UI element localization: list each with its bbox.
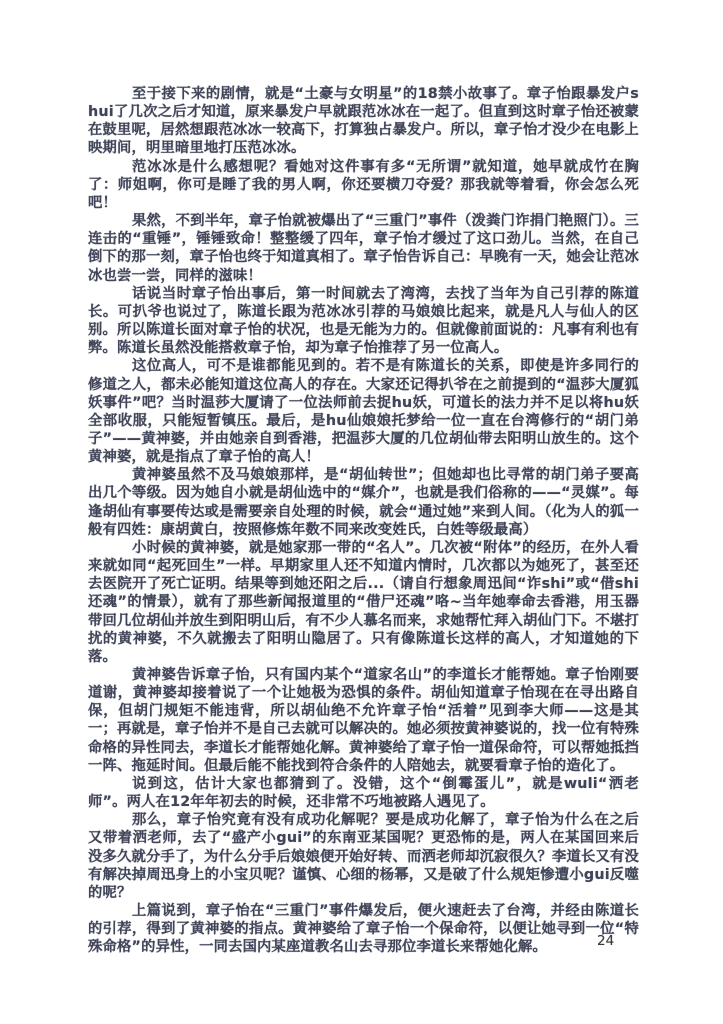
paragraph-4: 话说当时章子怡出事后，第一时间就去了湾湾，去找了当年为自己引荐的陈道长。可扒爷也说过了，陈道长跟为范冰冰引荐的马娘娘比起来，就是凡人与仙人的区别。所以陈道长面对章子怡的状况，也是无能为力的。但就像前面说的：凡事有利也有弊。陈道长虽然没能搭救章子怡，却为章子怡推荐了另一位高人。 <box>88 285 639 357</box>
paragraph-8: 黄神婆告诉章子怡，只有国内某个“道家名山”的李道长才能帮她。章子怡刚要道谢，黄神婆却接着说了一个让她极为恐惧的条件。胡仙知道章子怡现在在寻出路自保，但胡门规矩不能违背，所以胡仙绝不允许章子怡“活着”见到李大师——这是其一；再就是，章子怡并不是自己去就可以解决的。她必须按黄神婆说的，找一位有特殊命格的异性同去，李道长才能帮她化解。黄神婆给了章子怡一道保命符，可以帮她抵挡一阵、拖延时间。但最后能不能找到符合条件的人陪她去，就要看章子怡的造化了。 <box>88 667 639 774</box>
paragraph-9: 说到这，估计大家也都猜到了。没错，这个“倒霉蛋儿”，就是wuli“洒老师”。两人在12年年初去的时候，还非常不巧地被路人遇见了。 <box>88 775 639 811</box>
paragraph-1: 至于接下来的剧情，就是“土豪与女明星”的18禁小故事了。章子怡跟暴发户shui了几次之后才知道，原来暴发户早就跟范冰冰在一起了。但直到这时章子怡还被蒙在鼓里呢，居然想跟范冰冰一较高下，打算独占暴发户。所以，章子怡才没少在电影上映期间，明里暗里地打压范冰冰。 <box>88 86 639 157</box>
paragraph-3: 果然，不到半年，章子怡就被爆出了“三重门”事件（泼粪门诈捐门艳照门）。三连击的“重锤”，锤锤致命！整整缓了四年，章子怡才缓过了这口劲儿。当然，在自己倒下的那一刻，章子怡也终于知道真相了。章子怡告诉自己：早晚有一天，她会让范冰冰也尝一尝，同样的滋味！ <box>88 213 639 284</box>
article-body <box>88 85 639 957</box>
paragraph-7: 小时候的黄神婆，就是她家那一带的“名人”。几次被“附体”的经历，在外人看来就如同“起死回生”一样。早期家里人还不知道内情时，几次都以为她死了，甚至还去医院开了死亡证明。结果等到她还阳之后...（请自行想象周迅间“诈shi”或“借shi还魂”的情景），就有了那些新闻报道里的“借尸还魂”咯~当年她奉命去香港，用玉器带回几位胡仙并放生到阳明山后，有不少人慕名而来，求她帮忙拜入胡仙门下。不堪打扰的黄神婆，不久就搬去了阳明山隐居了。只有像陈道长这样的高人，才知道她的下落。 <box>88 539 639 665</box>
paragraph-11: 上篇说到，章子怡在“三重门”事件爆发后，便火速赶去了台湾，并经由陈道长的引荐，得到了黄神婆的指点。黄神婆给了章子怡一个保命符，以便让她寻到一位“特殊命格”的异性，一同去国内某座道教名山去寻那位李道长来帮她化解。 <box>88 903 639 956</box>
paragraph-10: 那么，章子怡究竟有没有成功化解呢？要是成功化解了，章子怡为什么在之后又带着洒老师，去了“盛产小gui”的东南亚某国呢？更恐怖的是，两人在某国回来后没多久就分手了，为什么分手后娘娘便开始好转、而洒老师却沉寂很久？李道长又有没有解决掉周迅身上的小宝贝呢？谨慎、心细的杨幂，又是破了什么规矩惨遭小gui反噬的呢？ <box>88 812 639 901</box>
paragraph-5: 这位高人，可不是谁都能见到的。若不是有陈道长的关系，即使是许多同行的修道之人，都未必能知道这位高人的存在。大家还记得扒爷在之前提到的“温莎大厦狐妖事件”吧？当时温莎大厦请了一位法师前去捉hu妖，可道长的法力并不足以将hu妖全部收服，只能短暂镇压。最后，是hu仙娘娘托梦给一位一直在台湾修行的“胡门弟子”——黄神婆，并由她亲自到香港，把温莎大厦的几位胡仙带去阳明山放生的。这个黄神婆，就是指点了章子怡的高人！ <box>88 358 639 466</box>
page-number: 24 <box>597 933 615 949</box>
paragraph-2: 范冰冰是什么感想呢？看她对这件事有多“无所谓”就知道，她早就成竹在胸了：师姐啊，你可是睡了我的男人啊，你还要横刀夺爱？那我就等着看，你会怎么死吧！ <box>88 158 639 211</box>
paragraph-6: 黄神婆虽然不及马娘娘那样，是“胡仙转世”；但她却也比寻常的胡门弟子要高出几个等级。因为她自小就是胡仙选中的“媒介”，也就是我们俗称的——“灵媒”。每逢胡仙有事要传达或是需要亲自处理的时候，就会“通过她”来到人间。（化为人的狐一般有四姓：康胡黄白，按照修炼年数不同来改变姓氏，白姓等级最高） <box>88 467 639 538</box>
